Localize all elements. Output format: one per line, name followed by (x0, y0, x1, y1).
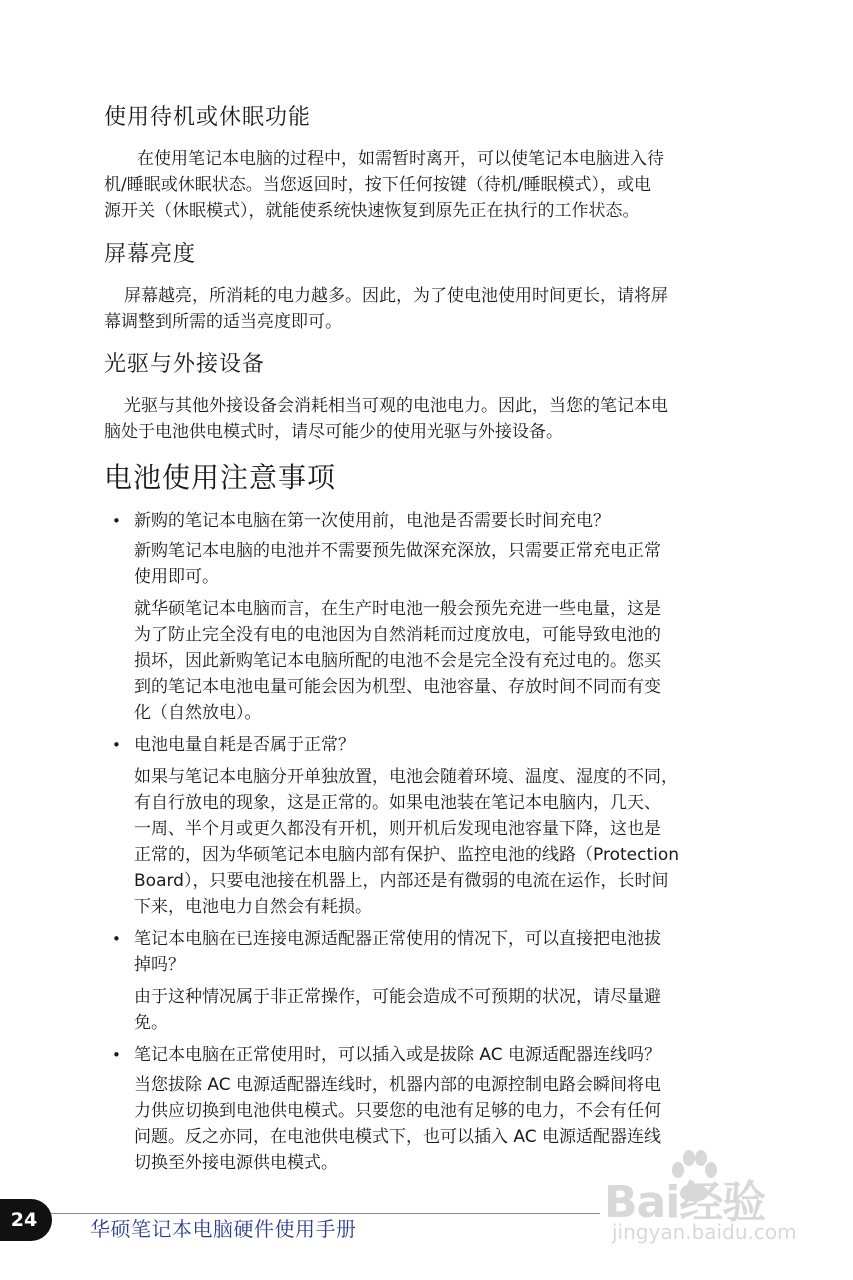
faq-answer-line: 新购笔记本电脑的电池并不需要预先做深充深放，只需要正常充电正常 (134, 541, 661, 561)
faq-answer-line: 免。 (134, 1013, 168, 1033)
paragraph-line: 光驱与其他外接设备会消耗相当可观的电池电力。因此，当您的笔记本电 (124, 396, 668, 416)
page-number: 24 (0, 1199, 52, 1241)
main-heading: 电池使用注意事项 (104, 461, 337, 494)
paragraph-line: 机/睡眠或休眠状态。当您返回时，按下任何按键（待机/睡眠模式），或电 (104, 175, 651, 195)
manual-title: 华硕笔记本电脑硬件使用手册 (90, 1217, 357, 1241)
faq-answer-line: 一周、半个月或更久都没有开机，则开机后发现电池容量下降，这也是 (134, 819, 661, 839)
faq-question: 新购的笔记本电脑在第一次使用前，电池是否需要长时间充电？ (134, 511, 610, 531)
section-heading-standby: 使用待机或休眠功能 (104, 105, 312, 130)
bullet-icon: • (112, 736, 121, 754)
faq-question: 电池电量自耗是否属于正常？ (134, 735, 355, 755)
faq-answer-line: 为了防止完全没有电的电池因为自然消耗而过度放电，可能导致电池的 (134, 625, 661, 645)
faq-answer-line: 下来，电池电力自然会有耗损。 (134, 897, 372, 917)
baidu-watermark (604, 1148, 824, 1258)
faq-answer-line: 就华硕笔记本电脑而言，在生产时电池一般会预先充进一些电量，这是 (134, 599, 661, 619)
paragraph-line: 屏幕越亮，所消耗的电力越多。因此，为了使电池使用时间更长，请将屏 (124, 286, 668, 306)
paw-icon (666, 1148, 722, 1208)
faq-answer-line: Board），只要电池接在机器上，内部还是有微弱的电流在运作，长时间 (134, 871, 669, 891)
faq-answer-line: 问题。反之亦同，在电池供电模式下，也可以插入 AC 电源适配器连线 (134, 1127, 662, 1147)
faq-answer-line: 当您拔除 AC 电源适配器连线时，机器内部的电源控制电路会瞬间将电 (134, 1075, 662, 1095)
paragraph-line: 幕调整到所需的适当亮度即可。 (104, 312, 342, 332)
faq-answer-line: 切换至外接电源供电模式。 (134, 1153, 338, 1173)
faq-answer-line: 使用即可。 (134, 567, 219, 587)
faq-answer-line: 有自行放电的现象，这是正常的。如果电池装在笔记本电脑内，几天、 (134, 793, 661, 813)
faq-question: 笔记本电脑在已连接电源适配器正常使用的情况下，可以直接把电池拔 (134, 929, 661, 949)
watermark-url: jingyan.baidu.com (612, 1220, 797, 1244)
faq-question: 掉吗？ (134, 955, 185, 975)
faq-answer-line: 损坏，因此新购笔记本电脑所配的电池不会是完全没有充过电的。您买 (134, 651, 661, 671)
faq-answer-line: 如果与笔记本电脑分开单独放置，电池会随着环境、温度、湿度的不同， (134, 767, 678, 787)
bullet-icon: • (112, 512, 121, 530)
faq-answer-line: 正常的，因为华硕笔记本电脑内部有保护、监控电池的线路（Protection (134, 845, 680, 865)
bullet-icon: • (112, 930, 121, 948)
paragraph-line: 源开关（休眠模式），就能使系统快速恢复到原先正在执行的工作状态。 (104, 201, 640, 221)
paragraph-line: 脑处于电池供电模式时，请尽可能少的使用光驱与外接设备。 (104, 422, 563, 442)
faq-answer-line: 由于这种情况属于非正常操作，可能会造成不可预期的状况，请尽量避 (134, 987, 661, 1007)
faq-answer-line: 力供应切换到电池供电模式。只要您的电池有足够的电力，不会有任何 (134, 1101, 661, 1121)
faq-answer-line: 到的笔记本电池电量可能会因为机型、电池容量、存放时间不同而有变 (134, 677, 661, 697)
watermark-brand: Bai经验 (604, 1177, 766, 1228)
section-heading-optical-drive: 光驱与外接设备 (104, 352, 266, 377)
paragraph-line: 在使用笔记本电脑的过程中，如需暂时离开，可以使笔记本电脑进入待 (137, 149, 664, 169)
faq-question: 笔记本电脑在正常使用时，可以插入或是拔除 AC 电源适配器连线吗？ (134, 1045, 662, 1065)
bullet-icon: • (112, 1046, 121, 1064)
section-heading-brightness: 屏幕亮度 (104, 242, 197, 267)
faq-answer-line: 化（自然放电）。 (134, 703, 262, 723)
